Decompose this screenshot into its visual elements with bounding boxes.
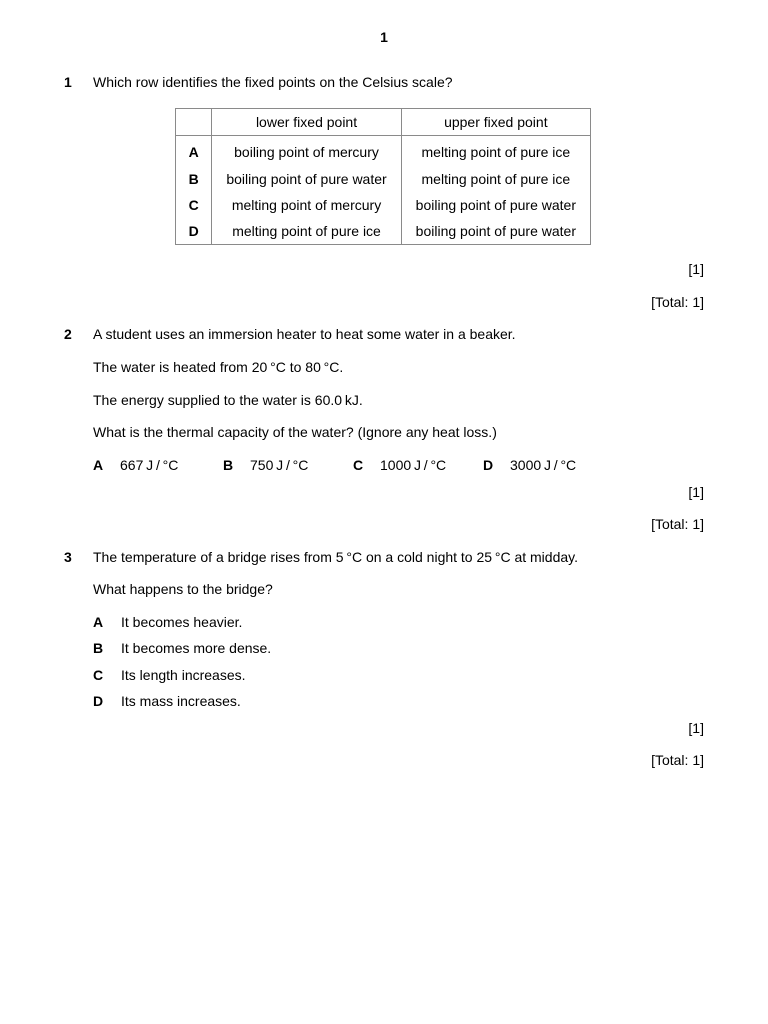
option-text: 667 J / °C [120, 457, 179, 473]
option-text: 3000 J / °C [510, 457, 577, 473]
page-number: 1 [380, 29, 388, 45]
fixed-points-table [175, 108, 591, 245]
option-text: 1000 J / °C [380, 457, 447, 473]
row-upper: boiling point of pure water [401, 192, 590, 218]
question-2-line-2: The water is heated from 20 °C to 80 °C. [93, 359, 344, 375]
row-lower: boiling point of pure water [212, 166, 401, 192]
option-letter: D [483, 457, 494, 473]
option-text: Its length increases. [121, 667, 246, 683]
row-label: C [176, 192, 212, 218]
row-lower: melting point of mercury [212, 192, 401, 218]
table-row [176, 218, 591, 245]
table-header-row [176, 109, 591, 136]
question-2-line-1: A student uses an immersion heater to heat some water in a beaker. [93, 326, 516, 342]
question-3-number: 3 [64, 549, 72, 565]
option-text: It becomes more dense. [121, 640, 272, 656]
question-1-total: [Total: 1] [651, 294, 704, 310]
question-3-mark: [1] [688, 720, 704, 736]
table-header-blank [176, 109, 212, 136]
option-letter: A [93, 457, 104, 473]
question-2-line-3: The energy supplied to the water is 60.0 kJ. [93, 392, 363, 408]
row-label: A [176, 136, 212, 167]
option-letter: C [353, 457, 364, 473]
row-lower: melting point of pure ice [212, 218, 401, 245]
question-2-line-4: What is the thermal capacity of the water? (Ignore any heat loss.) [93, 424, 497, 440]
question-3-total: [Total: 1] [651, 752, 704, 768]
option-text: It becomes heavier. [121, 614, 243, 630]
row-upper: melting point of pure ice [401, 136, 590, 167]
question-2-mark: [1] [688, 484, 704, 500]
table-row [176, 136, 591, 167]
question-2-total: [Total: 1] [651, 516, 704, 532]
option-text: Its mass increases. [121, 693, 241, 709]
option-text: 750 J / °C [250, 457, 309, 473]
question-1-text: Which row identifies the fixed points on the Celsius scale? [93, 74, 453, 90]
option-letter: A [93, 614, 104, 630]
question-1-mark: [1] [688, 261, 704, 277]
option-letter: B [223, 457, 234, 473]
question-1-number: 1 [64, 74, 72, 90]
option-letter: D [93, 693, 104, 709]
row-label: B [176, 166, 212, 192]
row-upper: melting point of pure ice [401, 166, 590, 192]
question-2-number: 2 [64, 326, 72, 342]
row-lower: boiling point of mercury [212, 136, 401, 167]
option-letter: B [93, 640, 104, 656]
table-row [176, 192, 591, 218]
table-row [176, 166, 591, 192]
question-3-line-2: What happens to the bridge? [93, 581, 273, 597]
row-label: D [176, 218, 212, 245]
table-header-lower: lower fixed point [212, 109, 401, 136]
row-upper: boiling point of pure water [401, 218, 590, 245]
question-3-line-1: The temperature of a bridge rises from 5 °C on a cold night to 25 °C at midday. [93, 549, 579, 565]
option-letter: C [93, 667, 104, 683]
table-header-upper: upper fixed point [401, 109, 590, 136]
